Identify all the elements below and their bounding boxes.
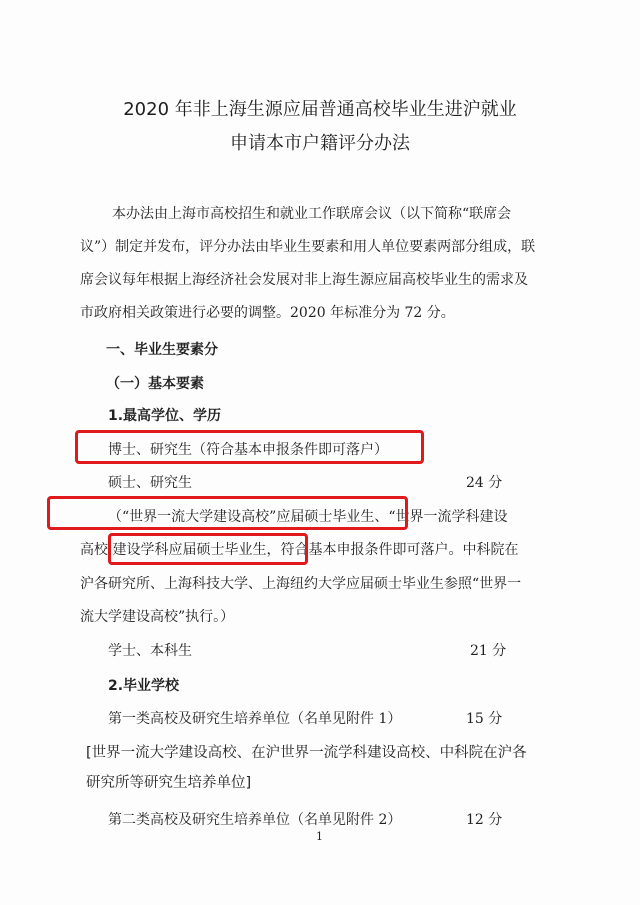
master-text: 硕士、研究生	[108, 475, 192, 491]
note-line-4: 流大学建设高校”执行。）	[80, 609, 235, 625]
class1-note-line-1: [世界一流大学建设高校、在沪世界一流学科建设高校、中科院在沪各	[86, 745, 527, 761]
intro-line-4: 市政府相关政策进行必要的调整。2020 年标准分为 72 分。	[80, 305, 455, 321]
intro-line-2: 议”）制定并发布，评分办法由毕业生要素和用人单位要素两部分组成，联	[80, 239, 536, 255]
note-line-1: （“世界一流大学建设高校”应届硕士毕业生、“世界一流学科建设	[108, 509, 508, 525]
school-class2-text: 第二类高校及研究生培养单位（名单见附件 2）	[108, 812, 402, 828]
highlight-box-world-class-university	[47, 496, 408, 530]
item-heading-degree: 1.最高学位、学历	[108, 408, 222, 424]
note-line-2: 高校 建设学科应届硕士毕业生，符合基本申报条件即可落户。中科院在	[80, 542, 519, 558]
school-class2-score: 12 分	[466, 812, 503, 828]
intro-line-3: 席会议每年根据上海经济社会发展对非上海生源应届高校毕业生的需求及	[80, 272, 528, 288]
bachelor-score: 21 分	[470, 643, 507, 659]
class1-note-line-2: 研究所等研究生培养单位]	[86, 775, 252, 791]
item-heading-school: 2.毕业学校	[108, 678, 180, 694]
intro-line-1: 本办法由上海市高校招生和就业工作联席会议（以下简称“联席会	[112, 206, 512, 222]
school-class1-text: 第一类高校及研究生培养单位（名单见附件 1）	[108, 711, 402, 727]
doctor-text: 博士、研究生（符合基本申报条件即可落户）	[108, 442, 388, 458]
document-title-line1: 2020 年非上海生源应届普通高校毕业生进沪就业	[123, 99, 517, 120]
section-heading: 一、毕业生要素分	[106, 342, 218, 358]
school-class1-score: 15 分	[466, 711, 503, 727]
highlight-box-world-class-discipline	[108, 533, 308, 565]
page-number: 1	[316, 830, 323, 843]
subsection-heading: （一）基本要素	[106, 376, 204, 392]
note-line-3: 沪各研究所、上海科技大学、上海纽约大学应届硕士毕业生参照“世界一	[80, 576, 522, 592]
highlight-box-doctor	[75, 430, 424, 464]
bachelor-text: 学士、本科生	[108, 643, 192, 659]
master-score: 24 分	[466, 475, 503, 491]
document-title-line2: 申请本市户籍评分办法	[230, 133, 410, 154]
